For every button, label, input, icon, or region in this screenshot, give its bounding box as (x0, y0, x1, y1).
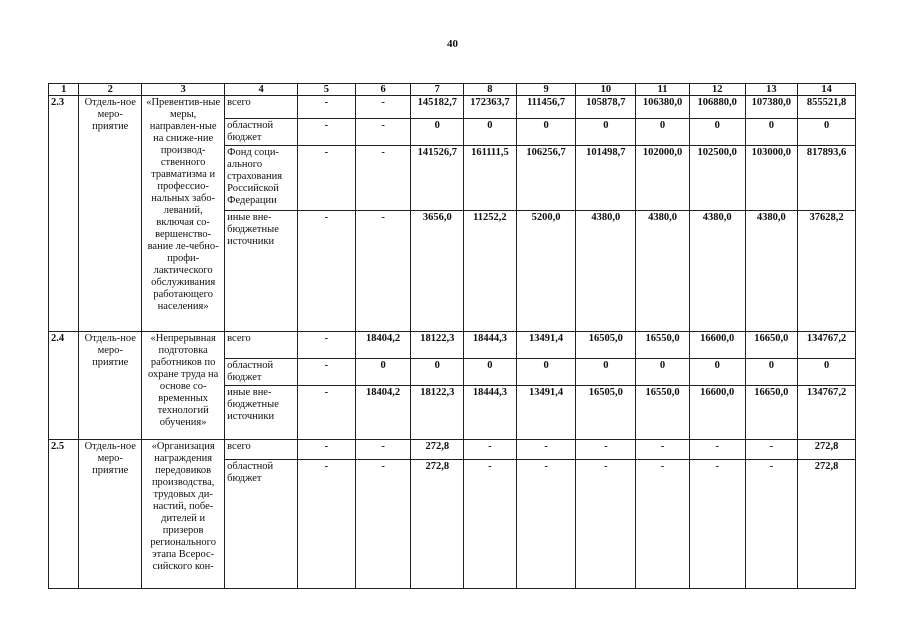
amount-cell: - (298, 359, 356, 386)
amount-cell: 16600,0 (689, 332, 745, 359)
amount-cell: 0 (576, 119, 636, 146)
amount-cell: 0 (411, 119, 464, 146)
amount-cell: 0 (798, 359, 856, 386)
amount-cell: 0 (516, 359, 576, 386)
funding-source: Фонд соци-ального страхования Российской Федерации (225, 146, 298, 211)
column-header: 9 (516, 84, 576, 96)
amount-cell: 272,8 (798, 460, 856, 589)
header-row (49, 84, 856, 96)
amount-cell: 106380,0 (636, 96, 690, 119)
amount-cell: - (298, 440, 356, 460)
amount-cell: 18404,2 (355, 332, 411, 359)
amount-cell: 272,8 (411, 440, 464, 460)
amount-cell: - (355, 146, 411, 211)
item-number: 2.4 (49, 332, 79, 440)
amount-cell: - (636, 460, 690, 589)
item-name: «Непрерывная подготовка работников по охране труда на основе со-временных технологий обучения» (142, 332, 225, 440)
amount-cell: 16650,0 (745, 332, 798, 359)
amount-cell: 13491,4 (516, 332, 576, 359)
funding-source: областной бюджет (225, 460, 298, 589)
amount-cell: 16505,0 (576, 332, 636, 359)
amount-cell: 101498,7 (576, 146, 636, 211)
amount-cell: 111456,7 (516, 96, 576, 119)
column-header: 12 (689, 84, 745, 96)
amount-cell: 18444,3 (464, 386, 517, 440)
funding-source: областной бюджет (225, 359, 298, 386)
amount-cell: 103000,0 (745, 146, 798, 211)
column-header: 13 (745, 84, 798, 96)
amount-cell: - (745, 440, 798, 460)
amount-cell: - (464, 460, 517, 589)
amount-cell: 272,8 (411, 460, 464, 589)
amount-cell: - (464, 440, 517, 460)
amount-cell: - (689, 460, 745, 589)
amount-cell: 105878,7 (576, 96, 636, 119)
table-row (49, 332, 856, 359)
amount-cell: 0 (689, 359, 745, 386)
item-name: «Превентив-ные меры, направлен-ные на сниже-ние производ-ственного травматизма и профессио-нальных забо-леваний, включая со-вершенство-вание ле-чебно-профи-лактического обслуживания работающего населения» (142, 96, 225, 332)
amount-cell: 0 (689, 119, 745, 146)
amount-cell: 11252,2 (464, 211, 517, 332)
amount-cell: - (298, 211, 356, 332)
amount-cell: - (298, 460, 356, 589)
amount-cell: 817893,6 (798, 146, 856, 211)
amount-cell: 4380,0 (636, 211, 690, 332)
amount-cell: - (689, 440, 745, 460)
column-header: 6 (355, 84, 411, 96)
amount-cell: 18122,3 (411, 332, 464, 359)
funding-source: всего (225, 96, 298, 119)
item-name: «Организация награждения передовиков производства, трудовых ди-настий, побе-дителей и призеров регионального этапа Всерос-сийского кон- (142, 440, 225, 589)
page-number: 40 (447, 38, 458, 50)
amount-cell: 272,8 (798, 440, 856, 460)
amount-cell: 3656,0 (411, 211, 464, 332)
amount-cell: 18444,3 (464, 332, 517, 359)
column-header: 3 (142, 84, 225, 96)
item-number: 2.5 (49, 440, 79, 589)
item-type: Отдель-ное меро-приятие (79, 440, 142, 589)
amount-cell: - (355, 211, 411, 332)
amount-cell: - (576, 460, 636, 589)
amount-cell: 0 (516, 119, 576, 146)
funding-source: областной бюджет (225, 119, 298, 146)
amount-cell: - (298, 96, 356, 119)
amount-cell: - (298, 332, 356, 359)
amount-cell: 106256,7 (516, 146, 576, 211)
amount-cell: - (516, 440, 576, 460)
column-header: 5 (298, 84, 356, 96)
column-header: 11 (636, 84, 690, 96)
amount-cell: 102000,0 (636, 146, 690, 211)
funding-source: иные вне-бюджетные источники (225, 386, 298, 440)
amount-cell: - (298, 146, 356, 211)
item-type: Отдель-ное меро-приятие (79, 96, 142, 332)
funding-source: иные вне-бюджетные источники (225, 211, 298, 332)
amount-cell: 855521,8 (798, 96, 856, 119)
amount-cell: 18122,3 (411, 386, 464, 440)
amount-cell: - (745, 460, 798, 589)
amount-cell: 13491,4 (516, 386, 576, 440)
amount-cell: - (355, 96, 411, 119)
column-header: 8 (464, 84, 517, 96)
amount-cell: 0 (464, 119, 517, 146)
amount-cell: - (355, 119, 411, 146)
amount-cell: 0 (636, 359, 690, 386)
amount-cell: 16505,0 (576, 386, 636, 440)
amount-cell: 5200,0 (516, 211, 576, 332)
item-type: Отдель-ное меро-приятие (79, 332, 142, 440)
amount-cell: 16550,0 (636, 386, 690, 440)
column-header: 2 (79, 84, 142, 96)
amount-cell: 0 (745, 119, 798, 146)
amount-cell: 161111,5 (464, 146, 517, 211)
column-header: 1 (49, 84, 79, 96)
amount-cell: 4380,0 (745, 211, 798, 332)
amount-cell: 4380,0 (576, 211, 636, 332)
amount-cell: - (576, 440, 636, 460)
column-header: 10 (576, 84, 636, 96)
amount-cell: 141526,7 (411, 146, 464, 211)
amount-cell: - (636, 440, 690, 460)
amount-cell: - (355, 460, 411, 589)
amount-cell: 37628,2 (798, 211, 856, 332)
funding-source: всего (225, 440, 298, 460)
amount-cell: 0 (464, 359, 517, 386)
table-row (49, 440, 856, 460)
table-row (49, 96, 856, 119)
amount-cell: 106880,0 (689, 96, 745, 119)
amount-cell: 0 (576, 359, 636, 386)
amount-cell: 16550,0 (636, 332, 690, 359)
amount-cell: 134767,2 (798, 386, 856, 440)
column-header: 14 (798, 84, 856, 96)
amount-cell: 134767,2 (798, 332, 856, 359)
funding-source: всего (225, 332, 298, 359)
financing-table (48, 83, 856, 589)
amount-cell: - (355, 440, 411, 460)
amount-cell: 172363,7 (464, 96, 517, 119)
amount-cell: - (298, 119, 356, 146)
amount-cell: 18404,2 (355, 386, 411, 440)
amount-cell: 102500,0 (689, 146, 745, 211)
amount-cell: 107380,0 (745, 96, 798, 119)
amount-cell: 0 (745, 359, 798, 386)
amount-cell: - (298, 386, 356, 440)
item-number: 2.3 (49, 96, 79, 332)
amount-cell: 0 (411, 359, 464, 386)
amount-cell: 145182,7 (411, 96, 464, 119)
amount-cell: 0 (355, 359, 411, 386)
amount-cell: 4380,0 (689, 211, 745, 332)
amount-cell: 0 (636, 119, 690, 146)
column-header: 4 (225, 84, 298, 96)
amount-cell: 0 (798, 119, 856, 146)
amount-cell: 16600,0 (689, 386, 745, 440)
column-header: 7 (411, 84, 464, 96)
amount-cell: 16650,0 (745, 386, 798, 440)
amount-cell: - (516, 460, 576, 589)
